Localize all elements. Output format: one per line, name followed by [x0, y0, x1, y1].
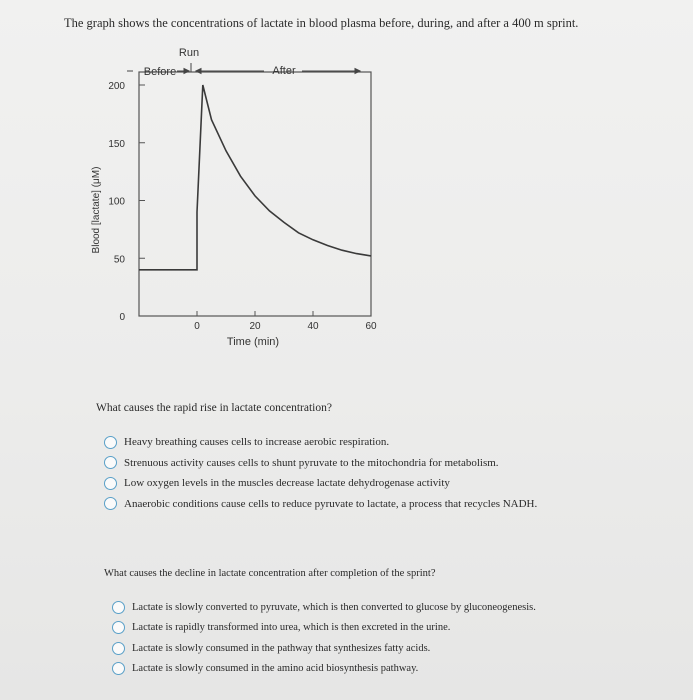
q2-option-2[interactable]: [112, 618, 536, 639]
option-text: Lactate is slowly converted to pyruvate, which is then converted to glucose by gluconeogenesis.: [132, 601, 536, 613]
radio-button-icon[interactable]: [104, 456, 117, 469]
radio-button-icon[interactable]: [104, 477, 117, 490]
radio-button-icon[interactable]: [112, 621, 125, 634]
lactate-curve: [139, 85, 371, 270]
x-tick-label: 60: [365, 321, 377, 332]
q1-option-2[interactable]: [104, 453, 537, 474]
x-tick-label: 20: [249, 321, 261, 332]
q2-option-1[interactable]: [112, 597, 536, 618]
x-axis-label: Time (min): [226, 336, 280, 348]
y-tick-label: 0: [119, 312, 125, 323]
option-text: Lactate is slowly consumed in the pathway that synthesizes fatty acids.: [132, 642, 431, 654]
y-tick-label: 200: [108, 81, 125, 92]
q2-option-4[interactable]: [112, 659, 536, 680]
q1-option-3[interactable]: [104, 473, 537, 494]
question-2-text: What causes the decline in lactate concentration after completion of the sprint?: [104, 568, 436, 579]
before-label: Before: [143, 66, 177, 78]
y-tick-label: 150: [108, 138, 125, 150]
radio-button-icon[interactable]: [112, 601, 125, 614]
intro-text: The graph shows the concentrations of lactate in blood plasma before, during, and after a 400 m sprint.: [64, 16, 579, 30]
option-text: Heavy breathing causes cells to increase aerobic respiration.: [124, 436, 390, 449]
question-2-options: [112, 597, 536, 679]
y-axis-label: Blood [lactate] (μM): [91, 166, 102, 254]
option-text: Low oxygen levels in the muscles decrease lactate dehydrogenase activity: [124, 477, 450, 490]
run-label: Run: [178, 47, 200, 59]
option-text: Lactate is slowly consumed in the amino acid biosynthesis pathway.: [132, 663, 419, 675]
question-1-text: What causes the rapid rise in lactate concentration?: [96, 402, 332, 414]
q2-option-3[interactable]: [112, 638, 536, 659]
question-1-options: [104, 432, 537, 514]
radio-button-icon[interactable]: [104, 436, 117, 449]
radio-button-icon[interactable]: [112, 642, 125, 655]
q1-option-4[interactable]: [104, 494, 537, 515]
radio-button-icon[interactable]: [104, 497, 117, 510]
option-text: Strenuous activity causes cells to shunt pyruvate to the mitochondria for metabolism.: [124, 456, 499, 469]
x-tick-label: 40: [307, 321, 319, 332]
x-tick-label: 0: [194, 321, 200, 332]
radio-button-icon[interactable]: [112, 662, 125, 675]
option-text: Anaerobic conditions cause cells to reduce pyruvate to lactate, a process that recycles NADH.: [124, 497, 538, 510]
option-text: Lactate is rapidly transformed into urea, which is then excreted in the urine.: [132, 622, 451, 634]
q1-option-1[interactable]: [104, 432, 537, 453]
plot-frame: [139, 72, 371, 316]
after-label: After: [272, 65, 296, 77]
y-tick-label: 50: [113, 254, 125, 266]
y-tick-label: 100: [108, 196, 125, 208]
